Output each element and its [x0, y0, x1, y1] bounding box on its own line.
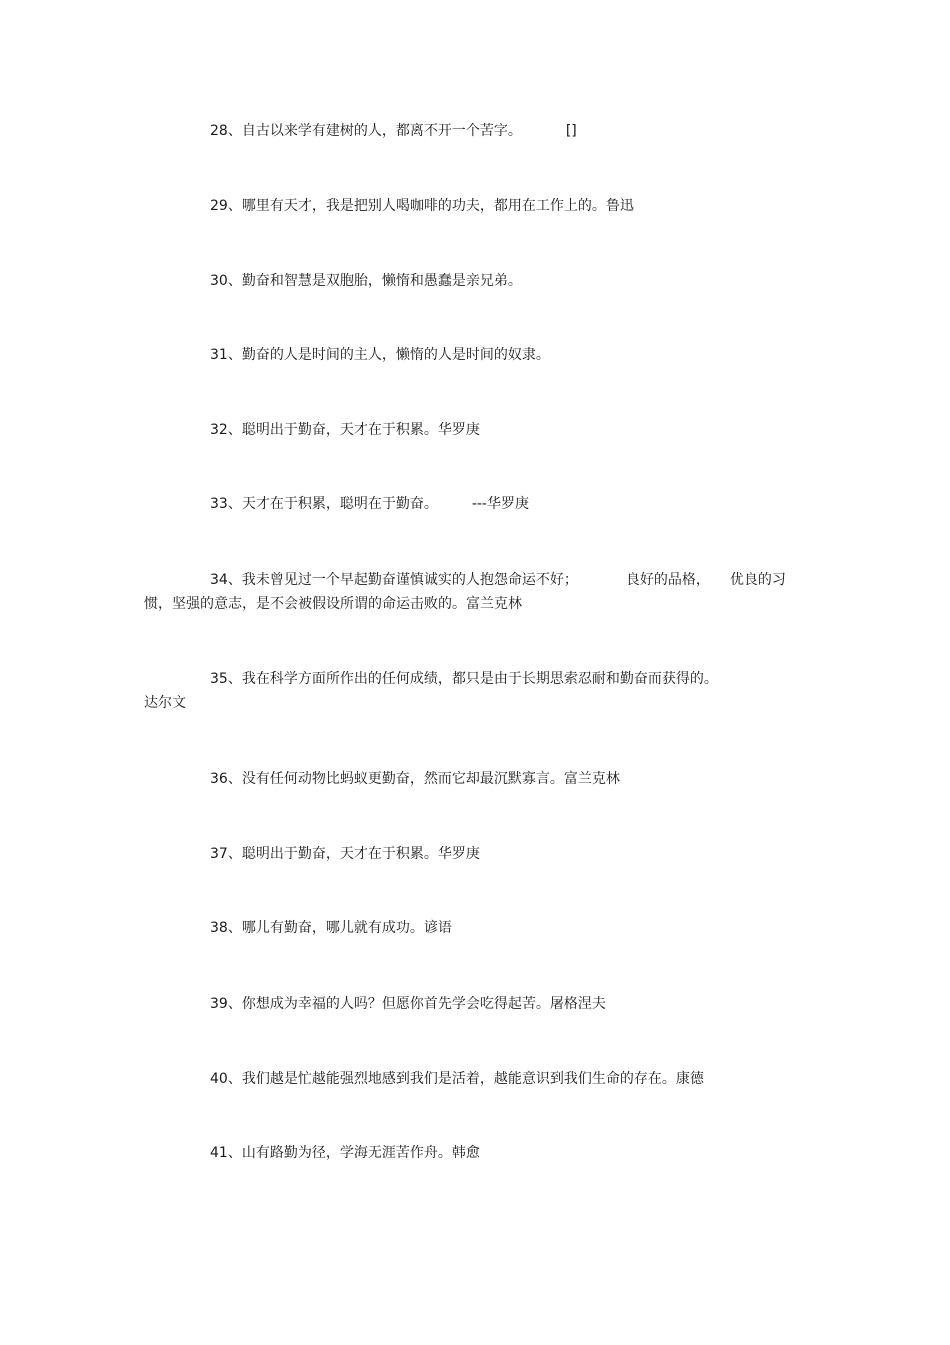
quote-32 [210, 420, 480, 440]
quote-text: 你想成为幸福的人吗？但愿你首先学会吃得起苦。屠格涅夫 [241, 996, 606, 1012]
quote-37 [210, 844, 480, 864]
quote-40 [210, 1069, 704, 1089]
quote-29 [210, 196, 634, 216]
quote-39 [210, 994, 606, 1014]
quote-number: 30、 [210, 273, 242, 289]
quote-source: ---华罗庚 [471, 496, 529, 512]
quote-35 [210, 669, 718, 689]
quote-number: 40、 [210, 1071, 242, 1087]
quote-number: 33、 [210, 496, 242, 512]
quote-number: 36、 [210, 771, 242, 787]
quote-number: 34、 [210, 572, 242, 588]
quote-text: 哪里有天才，我是把别人喝咖啡的功夫，都用在工作上的。鲁迅 [241, 198, 634, 214]
quote-text: 我们越是忙越能强烈地感到我们是活着，越能意识到我们生命的存在。康德 [241, 1071, 704, 1087]
quote-number: 41、 [210, 1145, 242, 1161]
quote-text: 聪明出于勤奋，天才在于积累。华罗庚 [241, 422, 480, 438]
quote-text: 山有路勤为径，学海无涯苦作舟。韩愈 [241, 1145, 480, 1161]
quote-text-part: 良好的品格， [625, 572, 710, 588]
quote-text-part: 优良的习 [729, 572, 786, 588]
quote-text: 勤奋和智慧是双胞胎，懒惰和愚蠢是亲兄弟。 [241, 273, 522, 289]
quote-28 [210, 121, 577, 141]
quote-36 [210, 769, 620, 789]
quote-number: 29、 [210, 198, 242, 214]
quote-source: [] [565, 123, 577, 139]
quote-number: 32、 [210, 422, 242, 438]
quote-text: 我在科学方面所作出的任何成绩，都只是由于长期思索忍耐和勤奋而获得的。 [241, 671, 718, 687]
quote-text: 我未曾见过一个早起勤奋谨慎诚实的人抱怨命运不好； [241, 572, 578, 588]
quote-31 [210, 345, 550, 365]
quote-number: 38、 [210, 920, 242, 936]
quote-41 [210, 1143, 480, 1163]
quote-number: 39、 [210, 996, 242, 1012]
quote-text: 没有任何动物比蚂蚁更勤奋，然而它却最沉默寡言。富兰克林 [241, 771, 620, 787]
quote-text: 聪明出于勤奋，天才在于积累。华罗庚 [241, 846, 480, 862]
quote-34-continuation [144, 594, 522, 614]
quote-number: 28、 [210, 123, 242, 139]
quote-text: 勤奋的人是时间的主人，懒惰的人是时间的奴隶。 [241, 347, 550, 363]
quote-33 [210, 494, 529, 514]
quote-34 [210, 570, 786, 590]
quote-text-continuation: 惯，坚强的意志，是不会被假设所谓的命运击败的。富兰克林 [144, 596, 522, 612]
quote-text: 自古以来学有建树的人，都离不开一个苦字。 [241, 123, 522, 139]
quote-number: 35、 [210, 671, 242, 687]
quote-35-continuation [144, 693, 186, 713]
quote-38 [210, 918, 452, 938]
quote-text: 天才在于积累，聪明在于勤奋。 [241, 496, 438, 512]
quote-30 [210, 271, 522, 291]
quote-number: 37、 [210, 846, 242, 862]
quote-text: 哪儿有勤奋，哪儿就有成功。谚语 [241, 920, 452, 936]
quote-text-continuation: 达尔文 [144, 695, 186, 711]
quote-number: 31、 [210, 347, 242, 363]
